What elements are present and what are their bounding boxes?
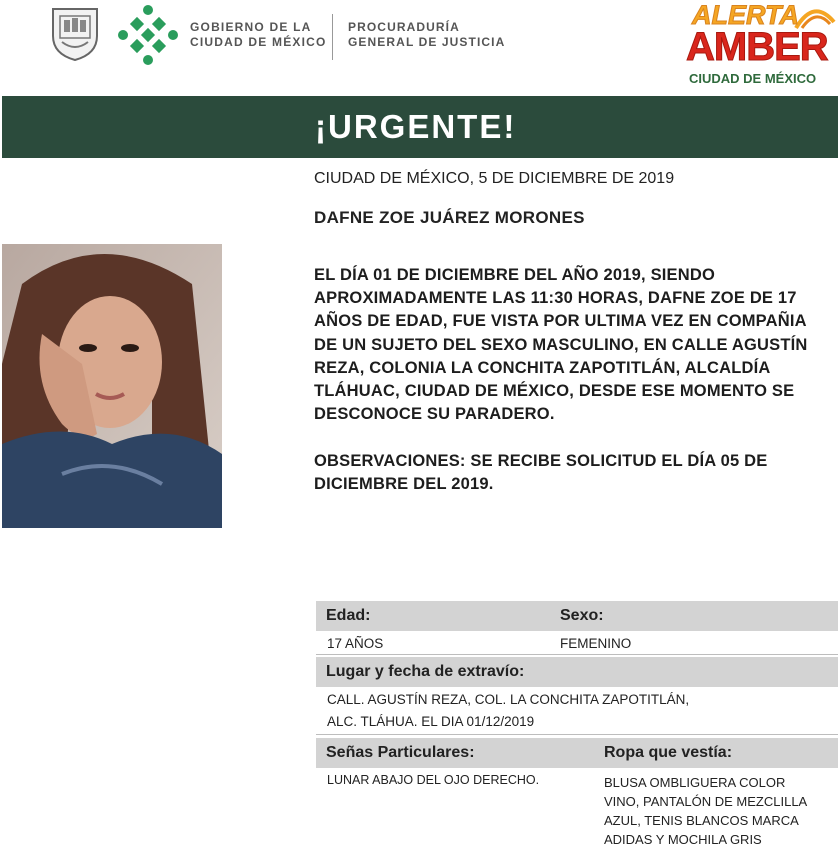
coat-of-arms-icon xyxy=(50,6,100,62)
clothing-label: Ropa que vestía: xyxy=(604,744,733,761)
age-sex-header xyxy=(316,601,838,631)
place-label: Lugar y fecha de extravío: xyxy=(326,663,525,680)
agency-name: PROCURADURÍA GENERAL DE JUSTICIA xyxy=(348,20,506,49)
urgent-banner xyxy=(2,96,838,158)
place-value-line2: ALC. TLÁHUA. EL DIA 01/12/2019 xyxy=(327,714,535,729)
observations: OBSERVACIONES: SE RECIBE SOLICITUD EL DÍA 05 DE DICIEMBRE DEL 2019. xyxy=(314,452,768,494)
table-divider xyxy=(316,654,838,655)
clothing-value: BLUSA OMBLIGUERA COLOR VINO, PANTALÓN DE MEZCLILLA AZUL, TENIS BLANCOS MARCA ADIDAS Y MOCHILA GRIS xyxy=(604,775,808,847)
age-value: 17 AÑOS xyxy=(327,636,384,651)
banner-title: ¡URGENTE! xyxy=(315,108,517,145)
table-divider xyxy=(316,734,838,735)
age-label: Edad: xyxy=(326,607,371,624)
header-divider xyxy=(332,14,333,60)
missing-person-photo xyxy=(2,244,222,528)
cdmx-logo-icon xyxy=(118,2,178,68)
marks-value: LUNAR ABAJO DEL OJO DERECHO. xyxy=(327,773,540,787)
sex-value: FEMENINO xyxy=(560,636,632,651)
amber-alert-logo: ALERTA AMBER CIUDAD DE MÉXICO xyxy=(684,0,840,92)
place-header xyxy=(316,657,838,687)
sex-label: Sexo: xyxy=(560,607,604,624)
incident-description: EL DÍA 01 DE DICIEMBRE DEL AÑO 2019, SIENDO APROXIMADAMENTE LAS 11:30 HORAS, DAFNE ZOE DE 17 AÑOS DE EDAD, FUE VISTA POR ULTIMA VEZ EN COMPAÑIA DE UN SUJETO DEL SEXO MASCULINO, EN CALLE AGUSTÍN REZA, COLONIA LA CONCHITA ZAPOTITLÁN, ALCALDÍA TLÁHUAC, CIUDAD DE MÉXICO, DESDE ESE MOMENTO SE DESCONOCE SU PARADERO. xyxy=(314,266,808,424)
missing-person-name: DAFNE ZOE JUÁREZ MORONES xyxy=(314,208,585,227)
marks-label: Señas Particulares: xyxy=(326,744,475,761)
dateline: CIUDAD DE MÉXICO, 5 DE DICIEMBRE DE 2019 xyxy=(314,170,675,187)
place-value-line1: CALL. AGUSTÍN REZA, COL. LA CONCHITA ZAPOTITLÁN, xyxy=(327,692,690,707)
government-name: GOBIERNO DE LA CIUDAD DE MÉXICO xyxy=(190,20,327,49)
marks-clothing-header xyxy=(316,738,838,768)
